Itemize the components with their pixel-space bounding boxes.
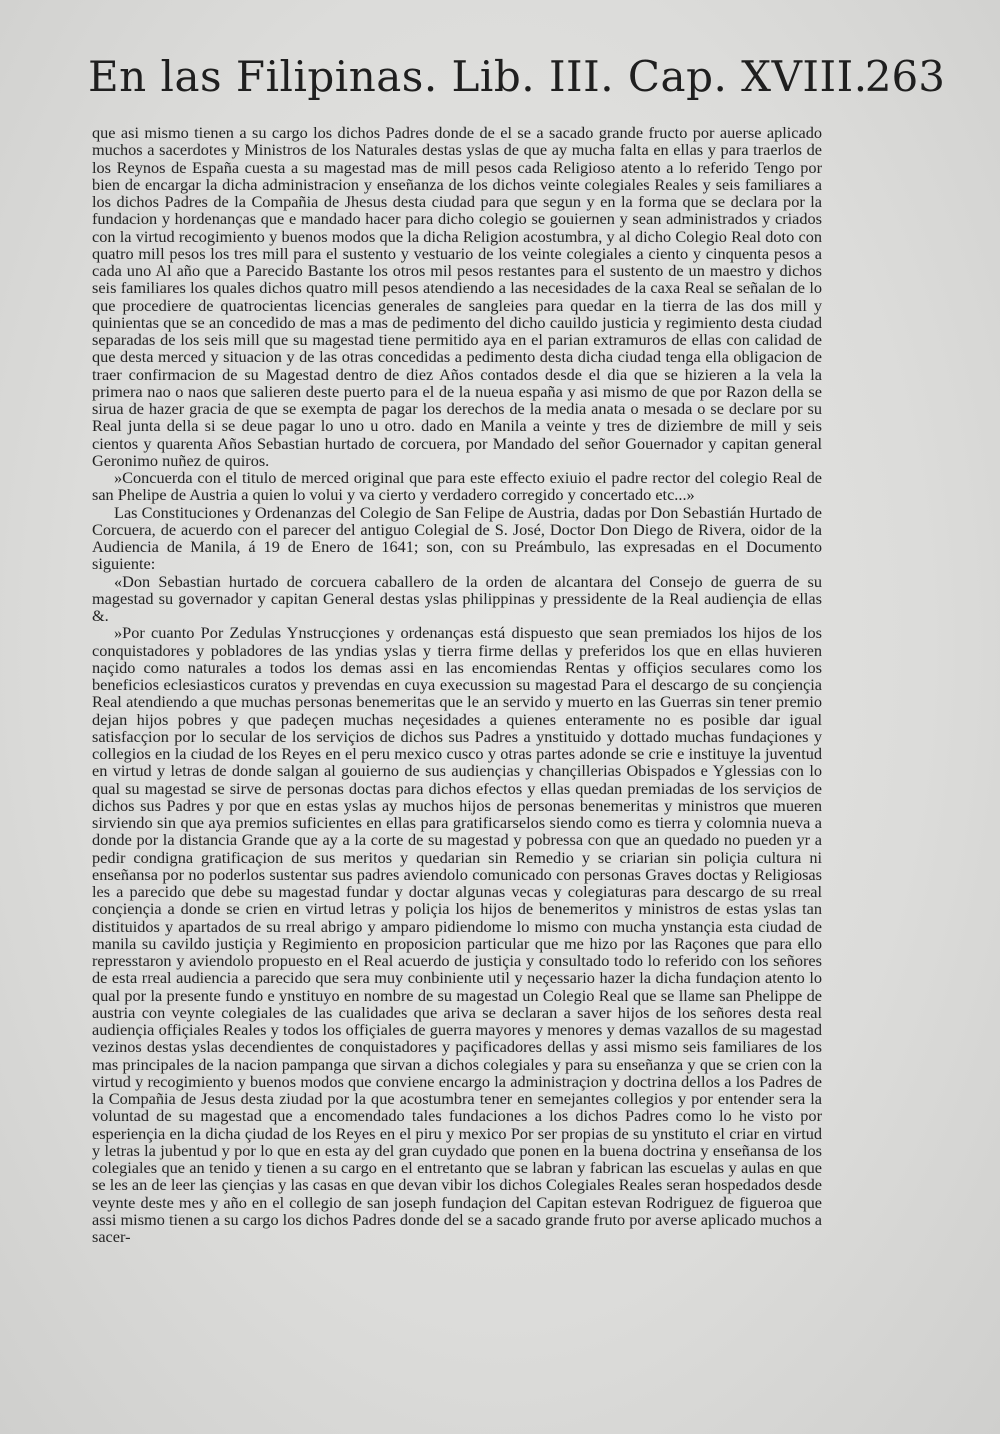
paragraph-corcuera-title: «Don Sebastian hurtado de corcuera caballero de la orden de alcantara del Consejo de guerra de su magestad su governador y capitan General destas yslas philippinas y pressidente de la Real audiençia de ellas &. (92, 571, 822, 625)
body-text (92, 124, 822, 1245)
paragraph-foundation-preamble: »Por cuanto Por Zedulas Ynstrucçiones y ordenanças está dispuesto que sean premiados los hijos de los conquistadores y pobladores de las yndias yslas y tierra firme dellas y preferidos los que en ellas huvieren naçido como naturales a todos los demas assi en las encomiendas Rentas y offiçios seculares como los beneficios eclesiasticos curatos y prevendas en cuya execussion su magestad Para el descargo de su conçiençia Real atendiendo a que muchas personas benemeritas que le an servido y muerto en las Guerras sin tener premio dejan hijos pobres y que padeçen muchas neçesidades a quienes enteramente no es posible dar igual satisfacçion por lo secular de los serviçios de dichos sus Padres a ynstituido y dottado muchas fundaçiones y collegios en la ciudad de los Reyes en el peru mexico cusco y otras partes adonde se crie e instituye la juventud en virtud y letras de donde salgan al gouierno de sus audiençias y chançillerias Obispados e Yglessias con lo qual su magestad se sirve de personas doctas para dichos efectos y ellas quedan premiadas de los serviçios de dichos sus Padres y por que en estas yslas ay muchos hijos de personas benemeritas y ministros que mueren sirviendo sin que aya premios suficientes en ellas para gratificarselos siendo como es tierra y colomnia nueva a donde por la distancia Grande que ay a la corte de su magestad y pobressa con que an quedado no pueden yr a pedir condigna gratificaçion de sus meritos y quedarian sin Remedio y se criarian sin poliçia cultura ni enseñansa por no poderlos sustentar sus padres aviendolo comunicado con personas Graves doctas y Religiosas les a parecido que debe su magestad fundar y doctar algunas vecas y colegiaturas para descargo de su rreal conçiençia a donde se crien en virtud letras y poliçia los hijos de benemeritos y ministros de estas yslas tan distituidos y apartados de su rreal abrigo y amparo pidiendome lo mismo con mucha ynstançia esta ciudad de manila su cavildo justiçia y Regimiento en proposicion particular que me hizo por las Raçones que para ello represstaron y aviendolo propuesto en el Real acuerdo de justiçia y consultado todo lo referido con los señores de esta rreal audiencia a parecido que sera muy conbiniente util y neçessario hazer la dicha fundaçion atento lo qual por la presente fundo e ynstituyo en nombre de su magestad un Colegio Real que se llame san Phelippe de austria con veynte colegiales de las cualidades que ariva se declaran a saver hijos de los señores desta real audiençia offiçiales Reales y todos los offiçiales de guerra mayores y menores y demas vazallos de su magestad vezinos destas yslas decendientes de conquistadores y paçificadores dellas y assi mismo seis familiares de los mas principales de la nacion pampanga que sirvan a dichos colegiales y para su enseñanza y que se crien con la virtud y recogimiento y buenos modos que conviene encargo la administraçion y doctrina dellos a los Padres de la Compañia de Jesus desta ziudad por la que acostumbra tener en semejantes collegios y por entender sera la voluntad de su magestad que a encomendado tales fundaciones a los dichos Padres como lo he visto por esperiençia en la dicha çiudad de los Reyes en el piru y mexico Por ser propias de su ynstituto el criar en virtud y letras la jubentud y por lo que en esta ay del gran cuydado que ponen en la buena doctrina y enseñansa de los colegiales que an tenido y tienen a su cargo en el entretanto que se labran y fabrican las escuelas y aulas en que se les an de leer las çiençias y las casas en que devan vibir los dichos Colegiales Reales seran hospedados desde veynte deste mes y año en el collegio de san joseph fundaçion del Capitan estevan Rodriguez de figueroa que assi mismo tienen a su cargo los dichos Padres donde del se a sacado grande fruto por averse aplicado muchos a sacer- (92, 623, 822, 1246)
page-header (88, 52, 945, 112)
paragraph-constitutions-intro: Las Constituciones y Ordenanzas del Colegio de San Felipe de Austria, dadas por Don Sebastián Hurtado de Corcuera, de acuerdo con el parecer del antiguo Colegial de S. José, Doctor Don Diego de Rivera, oidor de la Audiencia de Manila, á 19 de Enero de 1641; son, con su Preámbulo, las expresadas en el Documento siguiente: (92, 502, 822, 574)
paragraph-royal-decree-ending: que asi mismo tienen a su cargo los dichos Padres donde de el se a sacado grande fructo por auerse aplicado muchos a sacerdotes y Ministros de los Naturales destas yslas de que ay mucha falta en ellas y para traerlos de los Reynos de España cuesta a su magestad mas de mill pesos cada Religioso atento a lo referido Tengo por bien de encargar la dicha administracion y enseñanza de los dichos veinte colegiales Reales y seis familiares a los dichos Padres de la Compañia de Jhesus desta ciudad para que segun y en la forma que se declara por la fundacion y hordenanças que e mandado hacer para dicho colegio se gouiernen y sean administrados y criados con la virtud recogimiento y buenos modos que la dicha Religion acostumbra, y al dicho Colegio Real doto con quatro mill pesos los tres mill para el sustento y vestuario de los veinte colegiales a ciento y cinquenta pesos a cada uno Al año que a Parecido Bastante los otros mil pesos restantes para el sustento de un maestro y dichos seis familiares los quales dichos quatro mill pesos atendiendo a las necesidades de la caxa Real se señalan de lo que procediere de quatrocientas licencias generales de sangleies para quedar en la tierra de las dos mill y quinientas que se an concedido de mas a mas de pedimento del dicho cauildo justicia y regimiento desta ciudad separadas de los seis mill que su magestad tiene permitido aya en el parian extramuros de ellas con calidad de que desta merced y situacion y de las otras concedidas a pedimento desta dicha ciudad tenga ella obligacion de traer confirmacion de su Magestad dentro de diez Años contados desde el dia que se hizieren a la vela la primera nao o naos que salieren deste puerto para el de la nueua españa y asi mismo de que por Razon della se sirua de hazer gracia de que se exempta de pagar los derechos de la media anata o mesada o se declare por su Real junta della si se deue pagar lo uno u otro. dado en Manila a veinte y tres de diziembre de mill y seis cientos y quarenta Años Sebastian hurtado de corcuera, por Mandado del señor Gouernador y capitan general Geronimo nuñez de quiros. (92, 123, 822, 470)
page-number: 263 (864, 52, 945, 101)
running-head: En las Filipinas. Lib. III. Cap. XVIII. (88, 52, 868, 101)
paragraph-concordance: »Concuerda con el titulo de merced original que para este effecto exiuio el padre rector del colegio Real de san Phelipe de Austria a quien lo volui y va cierto y verdadero corregido y concertado etc...» (92, 468, 822, 505)
